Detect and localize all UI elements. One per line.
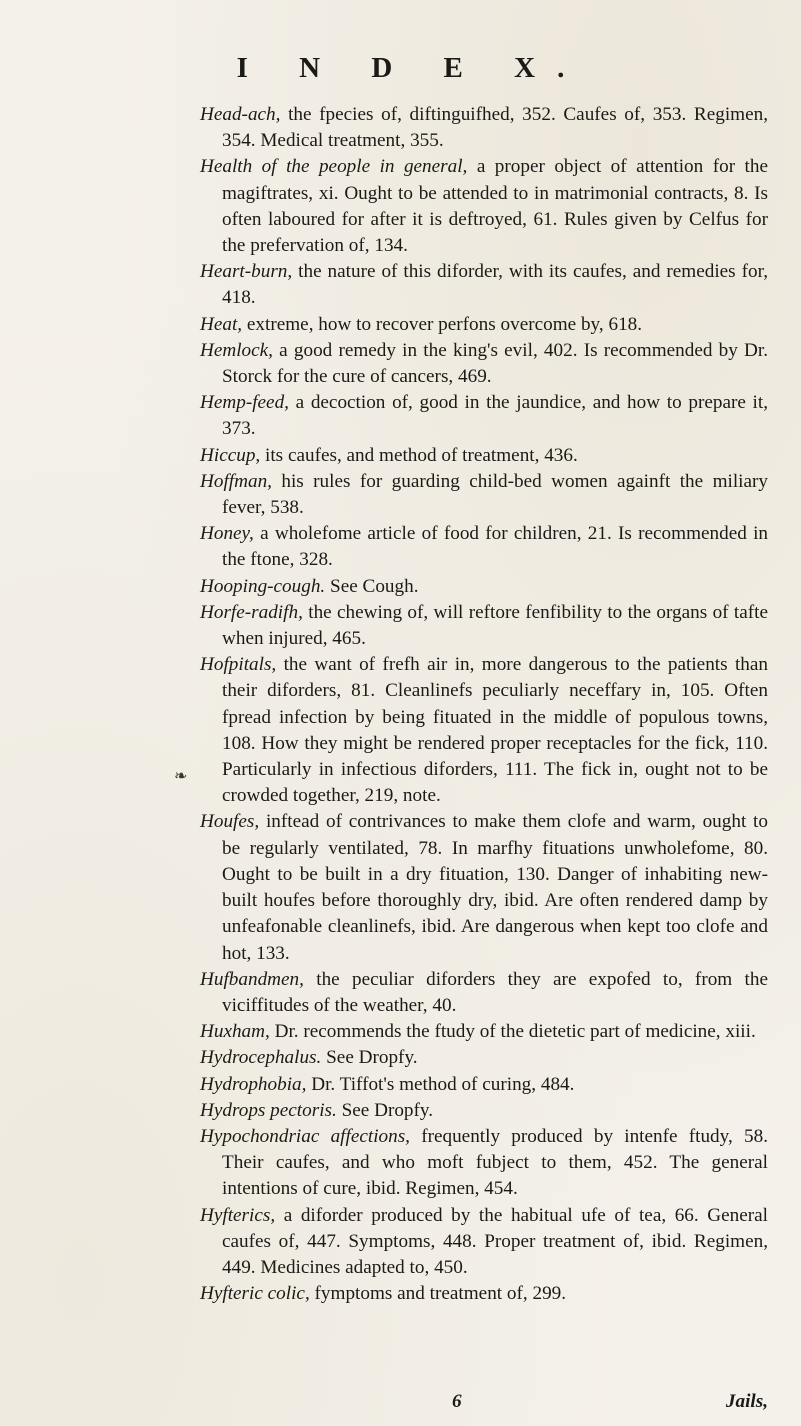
entry-term: Hydrocephalus.	[200, 1047, 322, 1069]
index-entry	[200, 390, 768, 442]
entry-text: a diforder produced by the habitual ufe of tea, 66. General caufes of, 447. Symptoms, 448. Proper treatment of, ibid. Regimen, 449. Medicines adapted to, 450.	[222, 1204, 768, 1278]
entry-term: Heart-burn,	[200, 261, 293, 283]
entry-term: Hemlock,	[200, 339, 273, 361]
entry-text: Dr. recommends the ftudy of the dietetic part of medicine, xiii.	[269, 1021, 756, 1043]
entry-term: Hufbandmen,	[200, 968, 304, 990]
entry-term: Hyfteric colic,	[200, 1283, 310, 1305]
entry-text: a decoction of, good in the jaundice, and how to prepare it, 373.	[222, 392, 768, 440]
index-entry	[200, 1045, 768, 1071]
index-entry	[200, 469, 768, 521]
index-entry	[200, 574, 768, 600]
entry-text: a wholefome article of food for children, 21. Is recommended in the ftone, 328.	[222, 523, 768, 571]
entry-text: frequently produced by intenfe ftudy, 58. Their caufes, and who moft fubject to them, 452. The general intentions of cure, ibid. Regimen, 454.	[222, 1125, 768, 1200]
index-heading: I N D E X.	[236, 52, 587, 84]
entry-text: a proper object of attention for the magiftrates, xi. Ought to be attended to in matrimonial contracts, 8. Is often laboured for after it is deftroyed, 61. Rules given by Celfus for the prefervation of, 134.	[222, 156, 768, 257]
entry-term: Hooping-cough.	[200, 575, 326, 597]
entry-text: a good remedy in the king's evil, 402. Is recommended by Dr. Storck for the cure of cancers, 469.	[222, 339, 768, 388]
entry-term: Honey,	[200, 523, 254, 545]
entry-text: his rules for guarding child-bed women againft the miliary fever, 538.	[222, 470, 768, 519]
index-entries	[200, 102, 768, 1307]
entry-text: fymptoms and treatment of, 299.	[309, 1283, 567, 1305]
index-entry	[200, 338, 768, 390]
entry-text: the nature of this diforder, with its caufes, and remedies for, 418.	[222, 261, 768, 309]
entry-term: Hofpitals,	[200, 654, 277, 676]
index-entry	[200, 1019, 768, 1045]
index-entry	[200, 312, 768, 338]
entry-term: Hydrophobia,	[200, 1073, 307, 1095]
margin-ornament: ❧	[174, 768, 188, 785]
signature-mark: 6	[452, 1391, 462, 1412]
entry-term: Hyfterics,	[200, 1204, 276, 1226]
entry-text: See Cough.	[325, 575, 419, 597]
entry-term: Hiccup,	[200, 444, 261, 466]
entry-term: Hydrops pectoris.	[200, 1099, 337, 1121]
index-entry	[200, 521, 768, 573]
entry-text: Dr. Tiffot's method of curing, 484.	[306, 1073, 575, 1095]
index-entry	[200, 102, 768, 154]
index-entry	[200, 259, 768, 311]
index-entry	[200, 967, 768, 1019]
entry-term: Houfes,	[200, 811, 260, 833]
entry-text: the fpecies of, diftinguifhed, 352. Caufes of, 353. Regimen, 354. Medical treatment, 355.	[222, 104, 768, 152]
index-entry	[200, 600, 768, 652]
entry-text: the chewing of, will reftore fenfibility to the organs of tafte when injured, 465.	[222, 601, 768, 650]
entry-term: Head-ach,	[200, 104, 281, 125]
entry-text: inftead of contrivances to make them clofe and warm, ought to be regularly ventilated, 78. In marfhy fituations unwholefome, 80. Ought to be built in a dry fituation, 130. Danger of inhabiting new-built houfes before thoroughly dry, ibid. Are often rendered damp by unfeafonable cleanlinefs, ibid. Are dangerous when kept too clofe and hot, 133.	[222, 811, 768, 964]
entry-text: its caufes, and method of treatment, 436.	[260, 444, 578, 466]
entry-text: extreme, how to recover perfons overcome by, 618.	[242, 313, 643, 335]
entry-term: Health of the people in general,	[200, 156, 468, 178]
entry-term: Horfe-radifh,	[200, 601, 303, 623]
index-entry	[200, 443, 768, 469]
entry-text: See Dropfy.	[321, 1047, 418, 1069]
index-entry	[200, 1203, 768, 1282]
index-entry	[200, 1098, 768, 1124]
entry-term: Huxham,	[200, 1021, 270, 1043]
entry-term: Hemp-feed,	[200, 392, 289, 414]
index-entry	[200, 809, 768, 966]
entry-term: Hypochondriac affections,	[200, 1125, 410, 1147]
index-entry	[200, 652, 768, 809]
entry-text: the want of frefh air in, more dangerous to the patients than their diforders, 81. Cleanlinefs peculiarly neceffary in, 105. Often fpread infection by being fituated in the middle of populous towns, 108. How they might be rendered proper receptacles for the fick, 110. Particularly in infectious diforders, 111. The fick in, ought not to be crowded together, 219, note.	[222, 654, 768, 807]
entry-term: Heat,	[200, 313, 243, 335]
index-entry	[200, 1124, 768, 1203]
index-entry	[200, 1072, 768, 1098]
catchword: Jails,	[725, 1391, 768, 1412]
index-entry	[200, 154, 768, 259]
index-entry	[200, 1281, 768, 1307]
entry-text: See Dropfy.	[336, 1099, 434, 1121]
entry-text: the peculiar diforders they are expofed to, from the viciffitudes of the weather, 40.	[222, 968, 768, 1016]
entry-term: Hoffman,	[200, 470, 272, 492]
